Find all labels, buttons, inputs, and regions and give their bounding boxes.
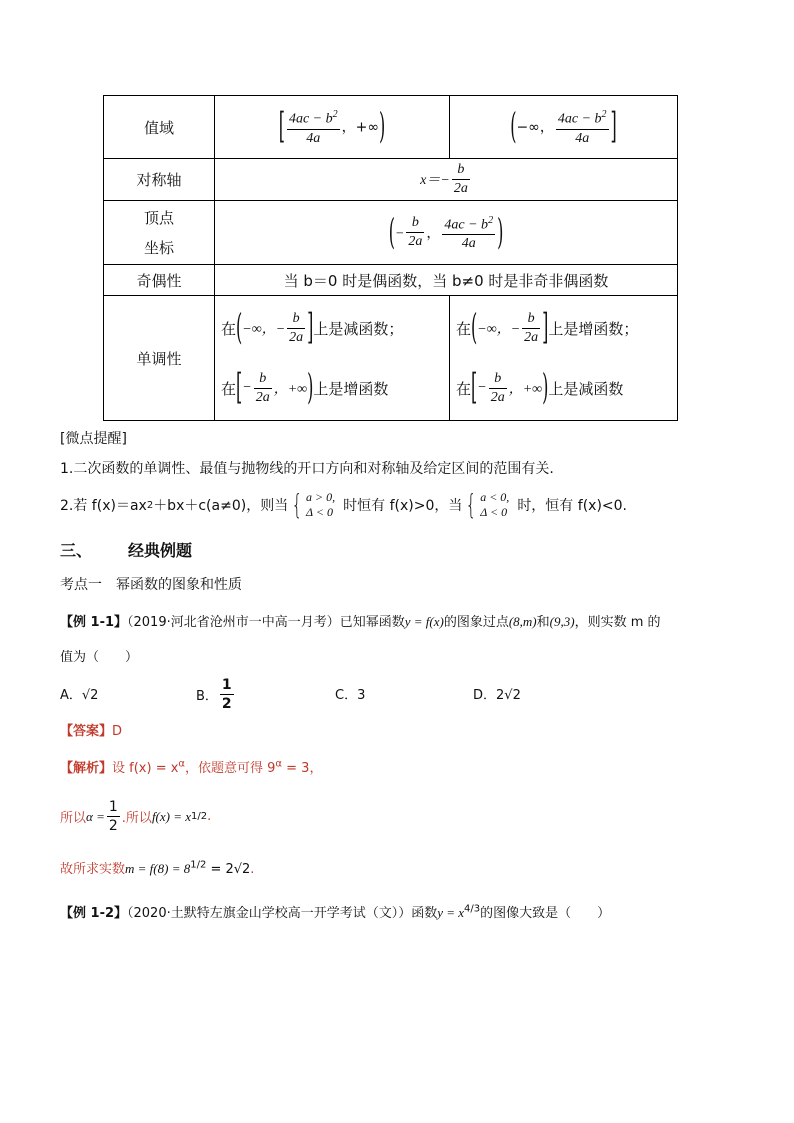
solution-line-1: 【解析】设 $f(x) = x^\alpha$，依题意可得 $9^\alpha = 3$， <box>60 758 323 776</box>
example-1-1: 【例 1-1】（2019·河北省沧州市一中高一月考）已知幂函数y = f(x)的图象过点(8,m)和(9,3)，则实数 m 的 <box>60 614 661 630</box>
monotonic-label: 单调性 <box>104 296 215 421</box>
topic-heading: 考点一 幂函数的图象和性质 <box>60 577 242 593</box>
monotonic-right-cell: 在 ( −∞，− $\frac{b}{2a}$ ] 上是增函数； 在 [ − $\frac{b}{2a}$ ，+∞ ) 上是减函数 <box>450 296 678 421</box>
example-1-2: 【例 1-2】（2020·土默特左旗金山学校高一开学考试（文））函数$y = x^{4/3}$的图像大致是（ ） <box>60 903 611 921</box>
tips-item-1: 1.二次函数的单调性、最值与抛物线的开口方向和对称轴及给定区间的范围有关. <box>60 461 554 477</box>
monotonic-left-cell: 在 ( −∞，− $\frac{b}{2a}$ ] 上是减函数； 在 [ − $\frac{b}{2a}$ ，+∞ ) 上是增函数 <box>215 296 450 421</box>
range-label: 值域 <box>104 96 215 159</box>
axis-label: 对称轴 <box>104 159 215 201</box>
parity-text: 当 b＝0 时是偶函数，当 b≠0 时是非奇非偶函数 <box>215 265 678 296</box>
answer: 【答案】D <box>60 724 123 739</box>
option-d: D．2√2 <box>473 688 521 703</box>
option-c: C．3 <box>335 688 366 703</box>
parity-label: 奇偶性 <box>104 265 215 296</box>
vertex-formula: (− $\frac{b}{2a}$ ， $\frac{4ac - b^2}{4a}$ ) <box>215 201 678 265</box>
tips-item-2: 2.若 f(x)＝ax 2 ＋bx＋c(a≠0)，则当 { a > 0, Δ < 0 时恒有 f(x)>0，当 { a < 0, Δ < 0 时，恒有 f(x)<0. <box>60 488 627 521</box>
quadratic-properties-table <box>103 95 678 421</box>
option-a: A．√2 <box>60 688 99 703</box>
tips-heading: [微点提醒] <box>60 431 127 447</box>
solution-line-2: 所以 α = $\frac{1}{2}$ .所以 f(x) = x 1/2 . <box>60 799 212 834</box>
example-1-1-line2: 值为（ ） <box>60 650 139 665</box>
option-b: B． $\frac{1}{2}$ <box>196 677 232 712</box>
solution-line-3: 故所求实数$m = f(8) = 8^{1/2} = 2√2$. <box>60 859 255 877</box>
range-left-cell: [ $\frac{4ac - b^2}{4a}$ ，+∞) <box>215 96 450 159</box>
range-right-cell: (−∞， $\frac{4ac - b^2}{4a}$ ] <box>450 96 678 159</box>
section-heading: 三、 经典例题 <box>60 541 193 560</box>
vertex-label: 顶点 坐标 <box>104 201 215 265</box>
axis-formula: x＝− $\frac{b}{2a}$ <box>215 159 678 201</box>
